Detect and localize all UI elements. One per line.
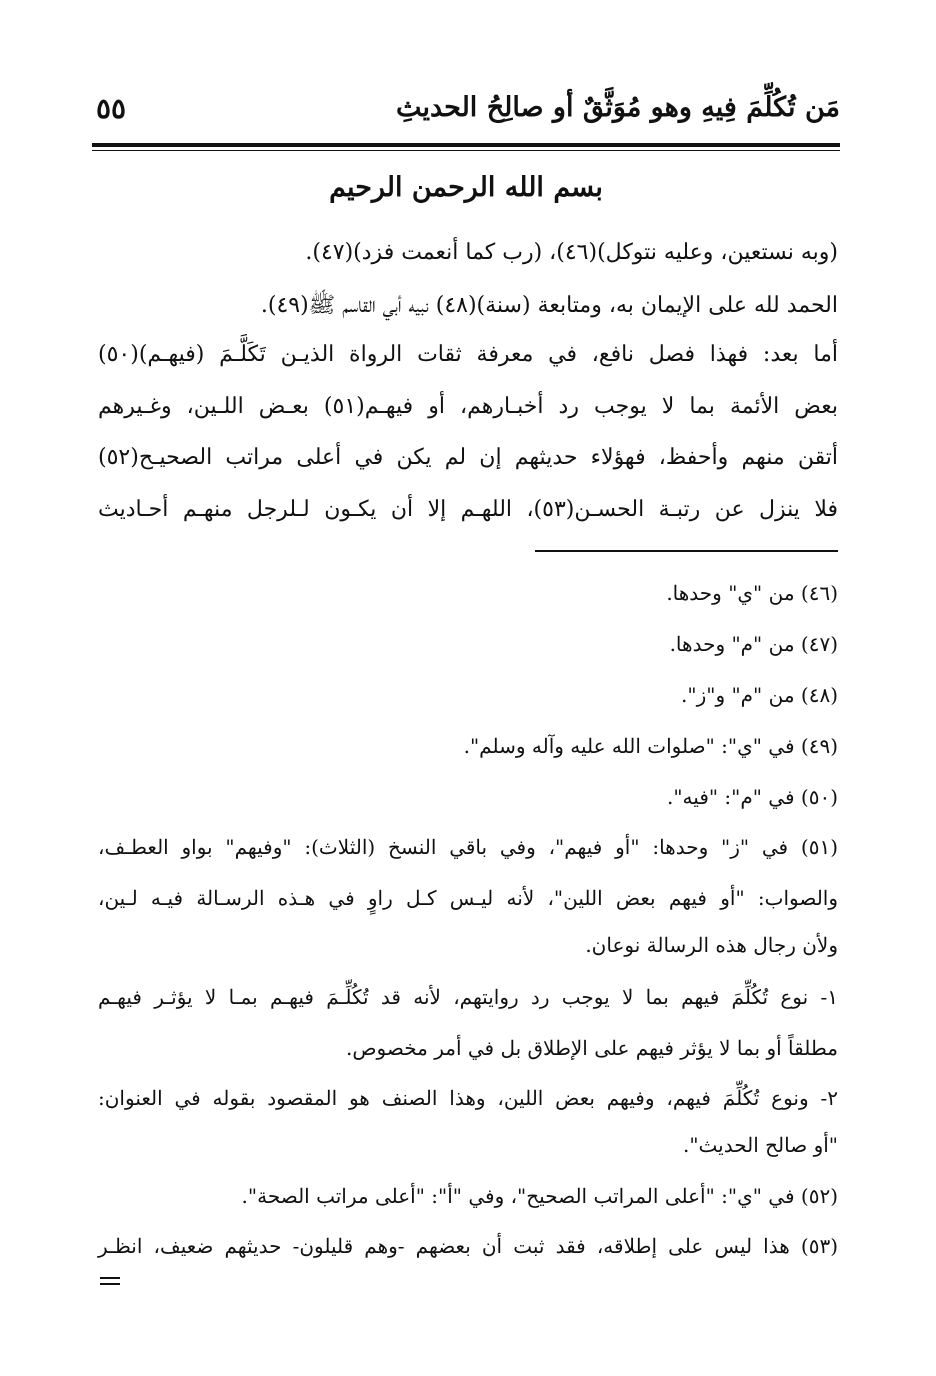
footnote-line: ولأن رجال هذه الرسالة نوعان.: [585, 933, 838, 957]
body-line: الحمد لله على الإيمان به، ومتابعة (سنة)(٤٨) نبيه أبي القاسم ﷺ(٤٩).: [260, 293, 838, 318]
continuation-mark: [100, 1277, 120, 1285]
footnote-line: (٤٩) في "ي": "صلوات الله عليه وآله وسلم".: [463, 734, 838, 758]
body-line: أتقن منهم وأحفظ، فهؤلاء حديثهم إن لم يكن في أعلى مراتب الصحيـح(٥٢): [98, 445, 838, 470]
footnote-line: (٥٢) في "ي": "أعلى المراتب الصحيح"، وفي "أ": "أعلى مراتب الصحة".: [241, 1184, 838, 1208]
body-line: (وبه نستعين، وعليه نتوكل)(٤٦)، (رب كما أنعمت فزد)(٤٧).: [305, 240, 838, 265]
footnote-separator: [535, 550, 838, 552]
footnote-line: ٢- ونوع تُكُلِّمَ فيهم، وفيهم بعض اللين، وهذا الصنف هو المقصود بقوله في العنوان:: [98, 1086, 838, 1110]
footnote-line: (٥٣) هذا ليس على إطلاقه، فقد ثبت أن بعضهم -وهم قليلون- حديثهم ضعيف، انظـر: [98, 1234, 838, 1258]
body-line: بعض الأئمة بما لا يوجب رد أخبـارهم، أو فيهـم(٥١) بعـض اللـين، وغـيرهم: [98, 394, 838, 419]
running-header-title: مَن تُكُلِّمَ فِيهِ وهو مُوَثَّقٌ أو صالِحُ الحديثِ: [395, 92, 840, 123]
footnote-line: مطلقاً أو بما لا يؤثر فيهم على الإطلاق بل في أمر مخصوص.: [346, 1036, 838, 1060]
basmala-heading: بسم الله الرحمن الرحيم: [329, 172, 603, 203]
page-number: ٥٥: [96, 92, 127, 125]
footnote-line: (٥٠) في "م": "فيه".: [667, 785, 838, 809]
footnote-line: (٤٧) من "م" وحدها.: [669, 632, 838, 656]
header-rule-thick: [92, 143, 840, 147]
body-line: أما بعد: فهذا فصل نافع، في معرفة ثقات الرواة الذيـن تَكَلَّـمَ (فيهـم)(٥٠): [98, 342, 838, 367]
header-rule-thin: [92, 150, 840, 151]
footnote-line: (٤٨) من "م" و"ز".: [681, 683, 838, 707]
footnote-line: والصواب: "أو فيهم بعض اللين"، لأنه ليـس كـل راوٍ في هـذه الرسـالة فيـه لـين،: [98, 886, 838, 910]
footnote-line: "أو صالح الحديث".: [682, 1133, 838, 1157]
footnote-line: ١- نوع تُكُلِّمَ فيهم بما لا يوجب رد روايتهم، لأنه قد تُكُلِّـمَ فيهـم بمـا لا يؤثـر فيهـم: [98, 985, 838, 1009]
body-line: فلا ينزل عن رتبـة الحسـن(٥٣)، اللهـم إلا أن يكـون لـلرجل منهـم أحـاديث: [98, 497, 838, 522]
footnote-line: (٥١) في "ز" وحدها: "أو فيهم"، وفي باقي النسخ (الثلاث): "وفيهم" بواو العطـف،: [98, 835, 838, 859]
footnote-line: (٤٦) من "ي" وحدها.: [666, 581, 838, 605]
